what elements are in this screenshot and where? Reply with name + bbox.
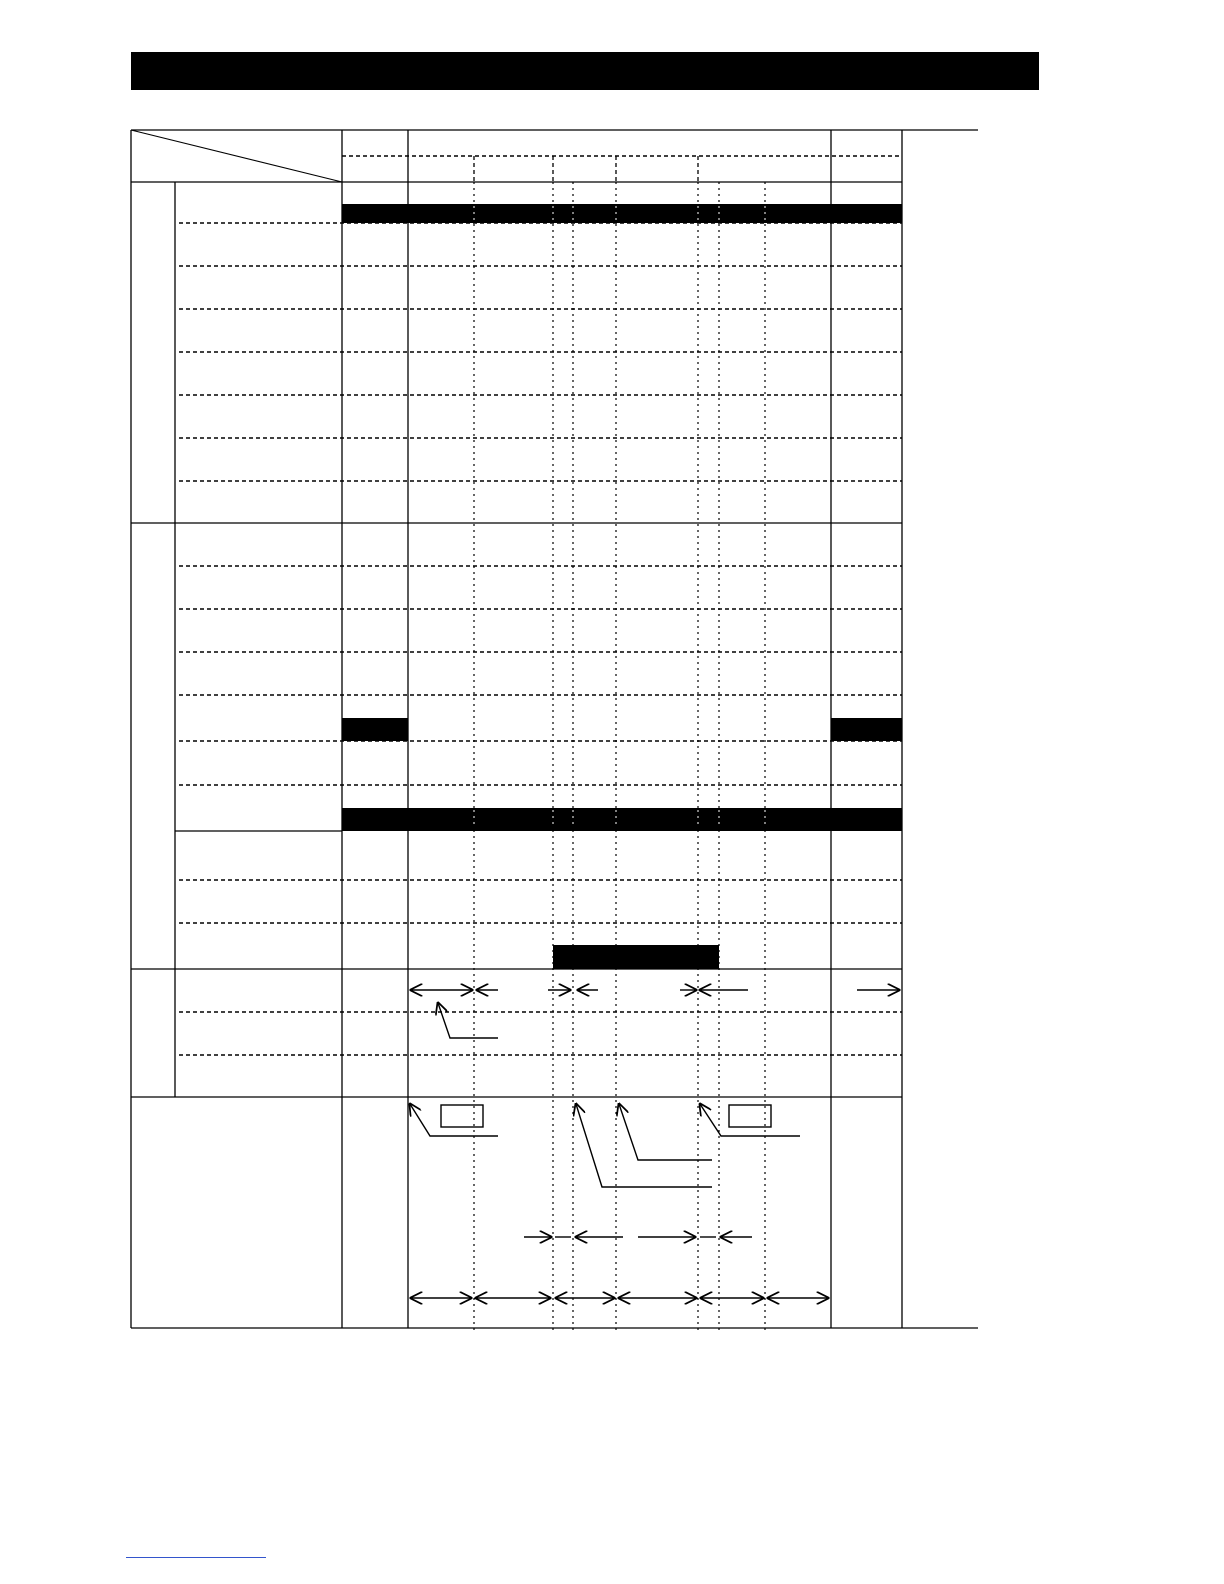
footer-link-rule[interactable] (126, 1557, 266, 1558)
callouts (410, 1104, 800, 1187)
filled-bars (342, 204, 902, 969)
timing-markers (474, 182, 765, 1330)
header-phase-dividers (474, 156, 698, 182)
bar-row-19 (553, 945, 719, 969)
bar-row-15 (342, 808, 902, 831)
callout-box-left (441, 1105, 483, 1127)
bar-marker-gaps (474, 206, 765, 828)
bar-row-13-right (831, 718, 902, 741)
bar-row-13-left (342, 718, 408, 741)
row-separators (175, 223, 902, 1055)
interval-arrows-top (411, 990, 899, 1038)
callout-box-right (729, 1105, 771, 1127)
interval-arrows-bottom (411, 1237, 828, 1298)
bar-row-1 (342, 204, 902, 223)
